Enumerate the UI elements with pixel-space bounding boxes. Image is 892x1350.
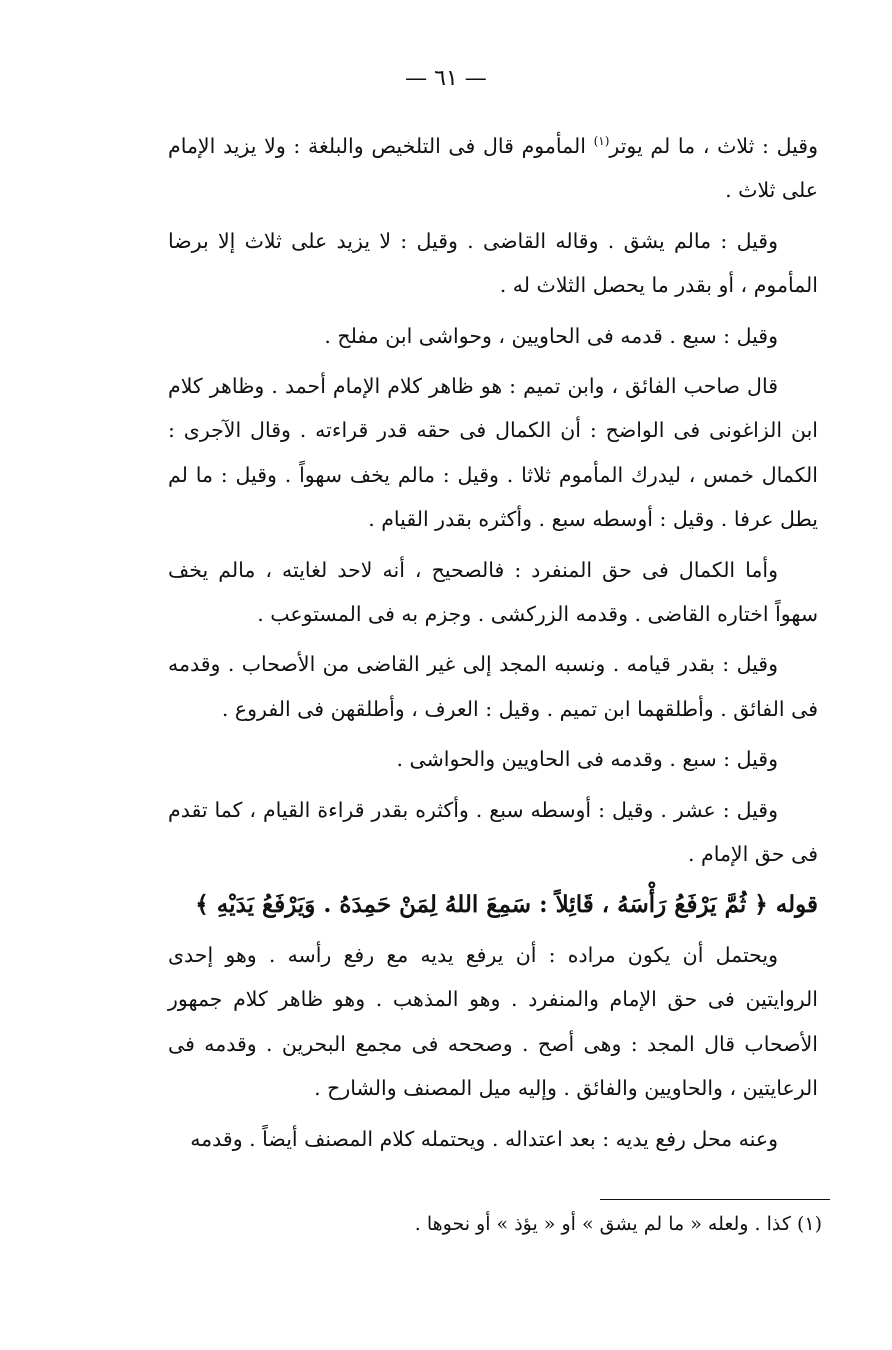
paragraph: وقيل : عشر . وقيل : أوسطه سبع . وأكثره بقدر قراءة القيام ، كما تقدم فى حق الإمام .: [168, 797, 818, 867]
paragraph: وقيل : ثلاث ، ما لم يوتر$^{(١)}$ المأموم قال فى التلخيص والبلغة : ولا يزيد الإمام على ثلاث .: [168, 134, 818, 203]
paragraph: وأما الكمال فى حق المنفرد : فالصحيح ، أنه لاحد لغايته ، مالم يخف سهواً اختاره القاضى . وقدمه الزركشى . وجزم به فى المستوعب .: [168, 557, 818, 627]
page-number: — ٦١ —: [405, 66, 487, 91]
footnote: (١) كذا . ولعله « ما لم يشق » أو « يؤذ » أو نحوها .: [414, 1213, 822, 1235]
paragraph: وقيل : بقدر قيامه . ونسبه المجد إلى غير القاضى من الأصحاب . وقدمه فى الفائق . وأطلقهما ابن تميم . وقيل : العرف ، وأطلقهن فى الفروع .: [168, 652, 818, 721]
paragraph: ويحتمل أن يكون مراده : أن يرفع يديه مع رفع رأسه . وهو إحدى الروايتين فى حق الإمام والمنفرد . وهو المذهب . وهو ظاهر كلام جمهور الأصحاب قال المجد : وهى أصح . وصححه فى مجمع البحرين . وقدمه فى الرعايتين ، والحاويين والفائق . وإليه ميل المصنف والشارح .: [168, 942, 818, 1101]
paragraph: وقيل : سبع . قدمه فى الحاويين ، وحواشى ابن مفلح .: [324, 323, 778, 348]
main-text: [168, 124, 818, 1167]
paragraph: قال صاحب الفائق ، وابن تميم : هو ظاهر كلام الإمام أحمد . وظاهر كلام ابن الزاغونى فى الواضح : أن الكمال فى حقه قدر قراءته . وقال الآجرى : الكمال خمس ، ليدرك المأموم ثلاثا . وقيل : مالم يخف سهواً . وقيل : ما لم يطل عرفا . وقيل : أوسطه سبع . وأكثره بقدر القيام .: [168, 374, 818, 532]
footnote-marker[interactable]: (١): [593, 134, 610, 149]
paragraph: وعنه محل رفع يديه : بعد اعتداله . ويحتمله كلام المصنف أيضاً . وقدمه: [190, 1126, 778, 1151]
paragraph: وقيل : سبع . وقدمه فى الحاويين والحواشى .: [396, 747, 778, 772]
quoted-text-heading: قوله ﴿ ثُمَّ يَرْفَعُ رَأْسَهُ ، قَائِلاً : سَمِعَ اللهُ لِمَنْ حَمِدَهُ . وَيَرْفَعُ يَدَيْهِ ﴾: [195, 890, 818, 918]
paragraph: وقيل : مالم يشق . وقاله القاضى . وقيل : لا يزيد على ثلاث إلا برضا المأموم ، أو بقدر ما يحصل الثلاث له .: [168, 228, 818, 298]
footnote-divider: [600, 1199, 830, 1200]
